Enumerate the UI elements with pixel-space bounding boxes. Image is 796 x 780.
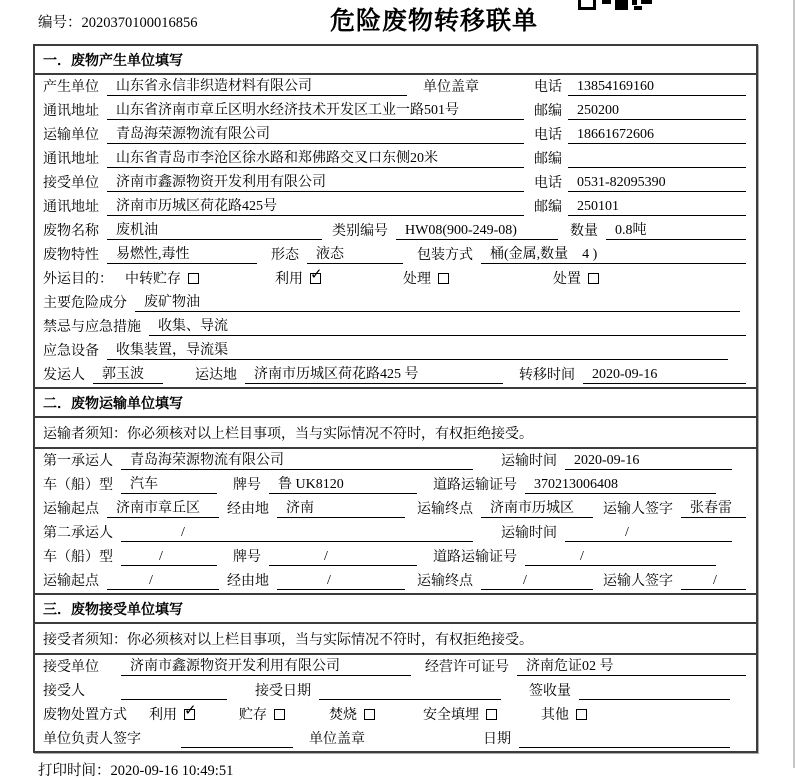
producer-phone-label: 电话 [534, 80, 562, 95]
sign2-value: / [681, 573, 746, 590]
row-responsible-sign [35, 727, 756, 751]
waste-form-value: 液态 [307, 243, 403, 264]
unit-seal-label: 单位盖章 [309, 732, 365, 747]
row-receiver-address [35, 195, 756, 219]
equipment-label: 应急设备 [43, 344, 99, 359]
road-license2-value: / [525, 549, 716, 566]
waste-property-label: 废物特性 [43, 248, 99, 263]
sign1-value: 张春雷 [681, 497, 746, 518]
transporter-address-label: 通讯地址 [43, 152, 99, 167]
purpose-option-label: 中转贮存 [125, 272, 181, 287]
row-accept-unit [35, 655, 756, 679]
section2-notice: 运输者须知：你必须核对以上栏目事项，当与实际情况不符时，有权拒绝接受。 [35, 418, 756, 449]
purpose-option-label: 利用 [275, 272, 303, 287]
disposal-option-label: 贮存 [239, 708, 267, 723]
row-accept-person [35, 679, 756, 703]
accept-person-label: 接受人 [43, 684, 85, 699]
row-purpose [35, 267, 756, 291]
serial-value: 2020370100016856 [81, 15, 198, 31]
receiver-phone-label: 电话 [534, 176, 562, 191]
signed-amount-value [579, 683, 730, 700]
row-disposal-method [35, 703, 756, 727]
transfer-time-value: 2020-09-16 [583, 367, 746, 384]
purpose-option-label: 处理 [403, 272, 431, 287]
responsible-sign-label: 单位负责人签字 [43, 732, 141, 747]
transporter-address-value: 山东省青岛市李沧区徐水路和郑佛路交叉口东侧20米 [107, 147, 524, 168]
shipper-value: 郭玉波 [93, 363, 163, 384]
section3-notice: 接受者须知：你必须核对以上栏目事项，当与实际情况不符时，有权拒绝接受。 [35, 624, 756, 655]
checkbox-transfer-storage-icon [188, 273, 199, 284]
shipper-label: 发运人 [43, 368, 85, 383]
producer-zip-value: 250200 [568, 103, 746, 120]
serial-label: 编号： [38, 15, 82, 31]
check-mark-icon: ✓ [310, 265, 323, 283]
row-taboo [35, 315, 756, 339]
disposal-option-utilize [149, 701, 197, 724]
vehicle1-value: 汽车 [121, 473, 217, 494]
destination-value: 济南市历城区荷花路425 号 [245, 363, 503, 384]
print-time-label: 打印时间： [38, 763, 111, 779]
checkbox-treat-icon [438, 273, 449, 284]
producer-zip-label: 邮编 [534, 104, 562, 119]
document-header [0, 0, 796, 44]
vehicle2-label: 车（船）型 [43, 550, 113, 565]
transporter-phone-value: 18661672606 [568, 127, 746, 144]
via1-value: 济南 [277, 497, 405, 518]
accept-unit-label: 接受单位 [43, 660, 99, 675]
page-right-edge [793, 0, 795, 768]
waste-property-value: 易燃性,毒性 [107, 243, 257, 264]
row-hazard [35, 291, 756, 315]
manifest-form [33, 44, 758, 753]
checkbox-disposal-store-icon [274, 709, 285, 720]
row-receiver [35, 171, 756, 195]
carrier1-label: 第一承运人 [43, 454, 113, 469]
purpose-option-dispose [553, 268, 599, 288]
receiver-zip-label: 邮编 [534, 200, 562, 215]
transporter-zip-value [568, 151, 746, 168]
origin1-value: 济南市章丘区 [107, 497, 219, 518]
purpose-option-utilize [275, 265, 323, 288]
disposal-method-label: 废物处置方式 [43, 708, 127, 723]
row-shipper [35, 363, 756, 387]
waste-category-label: 类别编号 [332, 224, 388, 239]
origin2-label: 运输起点 [43, 574, 99, 589]
end1-label: 运输终点 [417, 502, 473, 517]
producer-phone-value: 13854169160 [568, 79, 746, 96]
transfer-time-label: 转移时间 [519, 368, 575, 383]
waste-name-value: 废机油 [107, 219, 322, 240]
plate1-label: 牌号 [233, 478, 261, 493]
sign-date-label: 日期 [483, 732, 511, 747]
end2-label: 运输终点 [417, 574, 473, 589]
disposal-option-label: 安全填埋 [423, 708, 479, 723]
receiver-value: 济南市鑫源物资开发利用有限公司 [107, 171, 524, 192]
destination-label: 运达地 [195, 368, 237, 383]
purpose-label: 外运目的： [43, 272, 113, 287]
vehicle1-label: 车（船）型 [43, 478, 113, 493]
disposal-option-landfill [423, 704, 497, 724]
disposal-option-incinerate [329, 704, 375, 724]
row-carrier1 [35, 449, 756, 473]
transporter-value: 青岛海荣源物流有限公司 [107, 123, 524, 144]
print-time-value: 2020-09-16 10:49:51 [110, 763, 234, 779]
checkbox-disposal-utilize-icon [184, 701, 197, 720]
row-waste-name [35, 219, 756, 243]
via2-label: 经由地 [227, 574, 269, 589]
row-route1 [35, 497, 756, 521]
disposal-option-other [541, 704, 587, 724]
receiver-phone-value: 0531-82095390 [568, 175, 746, 192]
row-emergency-equipment [35, 339, 756, 363]
packing-value: 桶(金属,数量 4 ) [481, 243, 746, 264]
transporter-phone-label: 电话 [534, 128, 562, 143]
transporter-zip-label: 邮编 [534, 152, 562, 167]
row-vehicle2 [35, 545, 756, 569]
sign1-label: 运输人签字 [603, 502, 673, 517]
disposal-option-label: 其他 [541, 708, 569, 723]
plate2-value: / [269, 549, 417, 566]
accept-date-label: 接受日期 [255, 684, 311, 699]
section1-header: 一．废物产生单位填写 [35, 46, 756, 75]
row-producer-address [35, 99, 756, 123]
receiver-address-label: 通讯地址 [43, 200, 99, 215]
waste-quantity-value: 0.8吨 [606, 219, 746, 240]
receiver-label: 接受单位 [43, 176, 99, 191]
row-waste-property [35, 243, 756, 267]
operate-license-value: 济南危证02 号 [517, 655, 746, 676]
page-title: 危险废物转移联单 [330, 7, 539, 35]
row-vehicle1 [35, 473, 756, 497]
checkbox-disposal-landfill-icon [486, 709, 497, 720]
transport-time1-value: 2020-09-16 [565, 453, 732, 470]
row-transporter-address [35, 147, 756, 171]
serial-number [38, 11, 198, 32]
road-license1-label: 道路运输证号 [433, 478, 517, 493]
section2-header: 二．废物运输单位填写 [35, 387, 756, 418]
producer-label: 产生单位 [43, 80, 99, 95]
via1-label: 经由地 [227, 502, 269, 517]
packing-label: 包装方式 [417, 248, 473, 263]
origin1-label: 运输起点 [43, 502, 99, 517]
producer-address-label: 通讯地址 [43, 104, 99, 119]
check-mark-icon: ✓ [184, 701, 197, 719]
disposal-option-label: 利用 [149, 708, 177, 723]
signed-amount-label: 签收量 [529, 684, 571, 699]
waste-category-value: HW08(900-249-08) [396, 223, 558, 240]
checkbox-disposal-incinerate-icon [364, 709, 375, 720]
origin2-value: / [107, 573, 219, 590]
transport-time2-label: 运输时间 [501, 526, 557, 541]
row-transporter [35, 123, 756, 147]
accept-person-value [121, 683, 227, 700]
purpose-option-transfer-storage [125, 268, 199, 288]
accept-date-value [319, 683, 501, 700]
print-time [38, 759, 796, 780]
row-route2 [35, 569, 756, 593]
road-license2-label: 道路运输证号 [433, 550, 517, 565]
receiver-address-value: 济南市历城区荷花路425号 [107, 195, 524, 216]
sign2-label: 运输人签字 [603, 574, 673, 589]
carrier1-value: 青岛海荣源物流有限公司 [121, 449, 473, 470]
plate2-label: 牌号 [233, 550, 261, 565]
vehicle2-value: / [121, 549, 217, 566]
row-producer [35, 75, 756, 99]
purpose-option-label: 处置 [553, 272, 581, 287]
sign-date-value [519, 731, 730, 748]
via2-value: / [277, 573, 405, 590]
responsible-sign-value [181, 731, 293, 748]
checkbox-dispose-icon [588, 273, 599, 284]
equipment-value: 收集装置，导流渠 [107, 339, 728, 360]
purpose-option-treat [403, 268, 449, 288]
end2-value: / [481, 573, 593, 590]
taboo-label: 禁忌与应急措施 [43, 320, 141, 335]
transport-time2-value: / [565, 525, 732, 542]
transporter-label: 运输单位 [43, 128, 99, 143]
waste-form-label: 形态 [271, 248, 299, 263]
disposal-option-label: 焚烧 [329, 708, 357, 723]
carrier2-label: 第二承运人 [43, 526, 113, 541]
producer-value: 山东省永信非织造材料有限公司 [107, 75, 407, 96]
disposal-option-store [239, 704, 285, 724]
checkbox-disposal-other-icon [576, 709, 587, 720]
receiver-zip-value: 250101 [568, 199, 746, 216]
plate1-value: 鲁 UK8120 [269, 473, 417, 494]
producer-address-value: 山东省济南市章丘区明水经济技术开发区工业一路501号 [107, 99, 524, 120]
hazard-label: 主要危险成分 [43, 296, 127, 311]
carrier2-value: / [121, 525, 473, 542]
row-carrier2 [35, 521, 756, 545]
taboo-value: 收集、导流 [149, 315, 746, 336]
section3-header: 三．废物接受单位填写 [35, 593, 756, 624]
accept-unit-value: 济南市鑫源物资开发利用有限公司 [121, 655, 411, 676]
hazard-value: 废矿物油 [135, 291, 740, 312]
road-license1-value: 370213006408 [525, 477, 716, 494]
waste-name-label: 废物名称 [43, 224, 99, 239]
checkbox-utilize-icon [310, 265, 323, 284]
producer-seal-label: 单位盖章 [423, 80, 479, 95]
transport-time1-label: 运输时间 [501, 454, 557, 469]
waste-quantity-label: 数量 [570, 224, 598, 239]
operate-license-label: 经营许可证号 [425, 660, 509, 675]
end1-value: 济南市历城区 [481, 497, 593, 518]
